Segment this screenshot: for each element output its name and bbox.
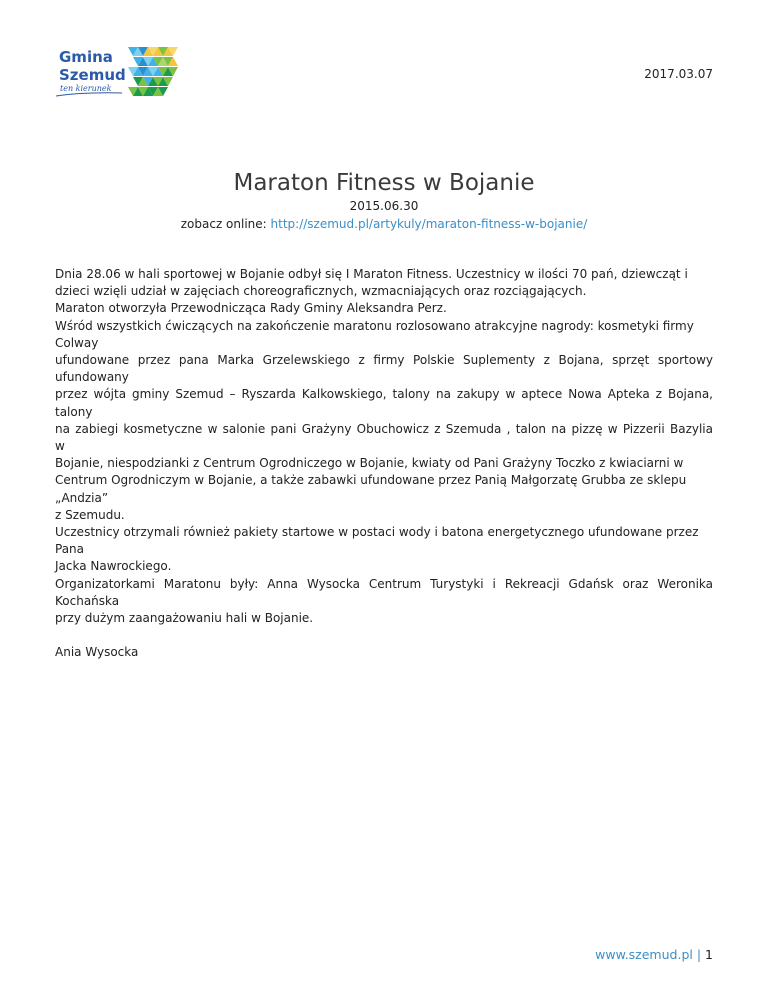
article-line: ufundowany [55,370,129,385]
logo-wordmark [59,48,126,84]
page-footer [595,947,713,962]
article-line: Bojanie, niespodzianki z Centrum Ogrodniczego w Bojanie, kwiaty od Pani Grażyny Toczko z kwiaciarni w [55,456,684,471]
article-line: Uczestnicy otrzymali również pakiety startowe w postaci wody i batona energetycznego ufundowane przez [55,525,699,540]
online-label: zobacz online: [180,217,267,231]
footer-site-link[interactable]: www.szemud.pl [595,947,693,962]
article-line: w [55,439,65,454]
article-line: Dnia 28.06 w hali sportowej w Bojanie odbył się I Maraton Fitness. Uczestnicy w ilości 70 pań, dziewcząt i [55,267,688,281]
article-title: Maraton Fitness w Bojanie [233,170,535,196]
gmina-szemud-logo [54,44,194,104]
article-line: Jacka Nawrockiego. [55,559,172,574]
article-line: ufundowane przez pana Marka Grzelewskiego z firmy Polskie Suplementy z Bojana, sprzęt sportowy [55,353,713,368]
logo-swoosh-icon [54,90,124,98]
article-line: Wśród wszystkich ćwiczących na zakończenie maratonu rozlosowano atrakcyjne nagrody: kosmetyki firmy [55,318,694,333]
article-line: na zabiegi kosmetyczne w salonie pani Grażyny Obuchowicz z Szemuda , talon na pizzę w Pizzerii Bazylia [55,421,713,436]
article-line: Maraton otworzyła Przewodnicząca Rady Gminy Aleksandra Perz. [55,301,447,316]
article-line: Organizatorkami Maratonu były: Anna Wysocka Centrum Turystyki i Rekreacji Gdańsk oraz Weronika [55,576,713,591]
triangle-mosaic-icon [128,47,188,99]
article-author: Ania Wysocka [55,645,139,660]
article-line: przy dużym zaangażowaniu hali w Bojanie. [55,611,314,626]
article-body [55,266,713,661]
article-line: przez wójta gminy Szemud – Ryszarda Kalkowskiego, talony na zakupy w aptece Nowa Apteka z Bojana, [55,387,713,402]
footer-separator: | [696,947,702,962]
article-line: „Andzia” [55,490,109,505]
print-date: 2017.03.07 [644,67,713,81]
online-link-row [0,217,768,231]
article-url-link[interactable]: http://szemud.pl/artykuly/maraton-fitness-w-bojanie/ [270,217,588,231]
article-line: dzieci wzięli udział w zajęciach choreograficznych, wzmacniających oraz rozciągających. [55,284,587,299]
article-line: Kochańska [55,593,120,608]
page-number: 1 [705,947,713,962]
logo-tagline: ten kierunek [60,84,112,93]
article-line: Pana [55,542,85,557]
article-line: z Szemudu. [55,507,125,522]
logo-line-2: Szemud [59,66,126,84]
article-line: talony [55,404,93,419]
article-date: 2015.06.30 [349,199,419,213]
article-line: Colway [55,335,99,350]
logo-line-1: Gmina [59,48,113,66]
article-line: Centrum Ogrodniczym w Bojanie, a także zabawki ufundowane przez Panią Małgorzatę Grubba ze sklepu [55,473,687,488]
